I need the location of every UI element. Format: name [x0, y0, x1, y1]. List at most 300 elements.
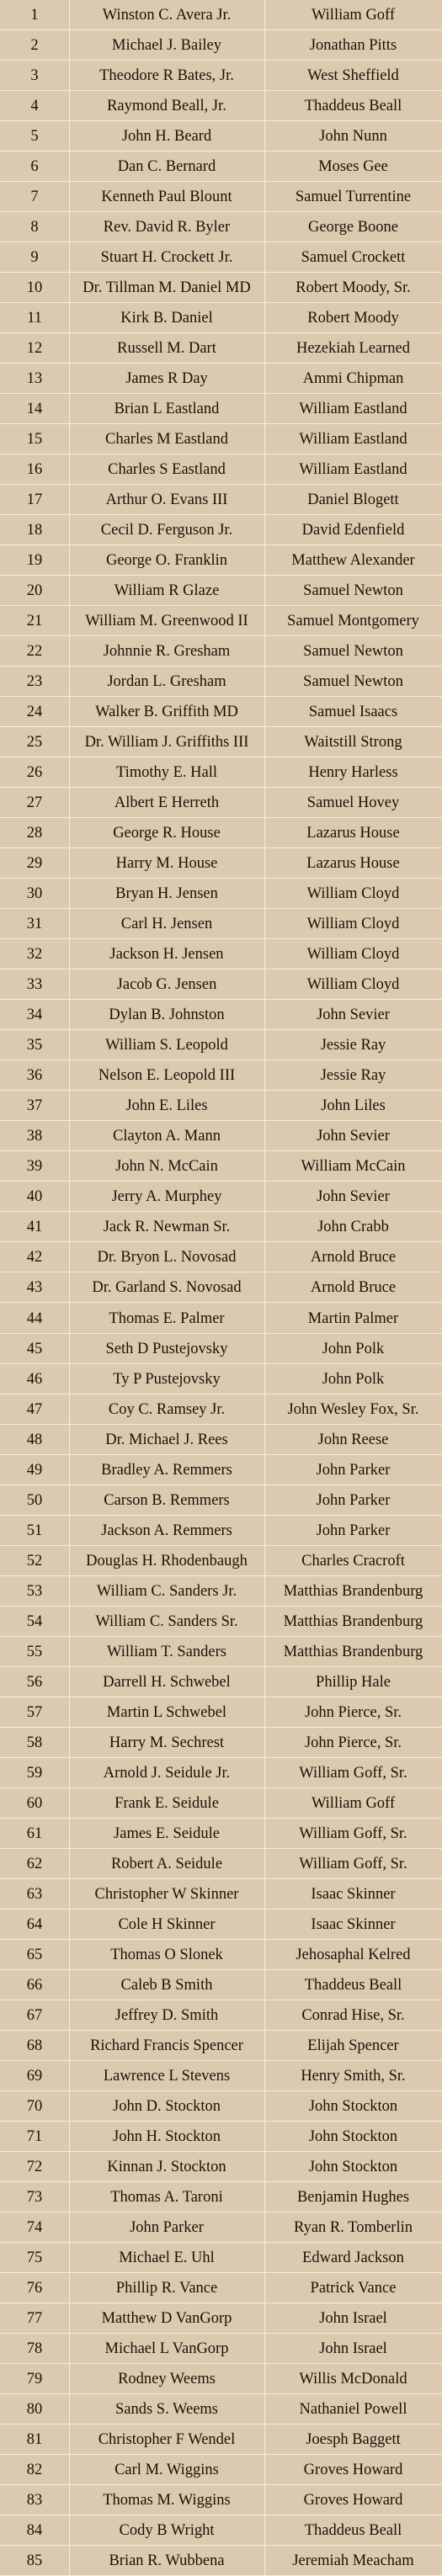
ancestor-name: Isaac Skinner [311, 1915, 396, 1933]
row-number: 85 [26, 2552, 43, 2569]
ancestor-name: Groves Howard [303, 2491, 403, 2509]
row-number: 12 [26, 340, 43, 358]
ancestor-name: Thaddeus Beall [304, 1976, 402, 1994]
ancestor-name: William Cloyd [306, 946, 400, 964]
member-name: Michael J. Bailey [112, 37, 221, 54]
table-row [0, 1242, 442, 1272]
table-row [0, 2334, 442, 2364]
table-row [0, 0, 442, 30]
table-row [0, 2455, 442, 2485]
row-number: 26 [26, 764, 43, 782]
member-name: John E. Liles [125, 1097, 208, 1115]
ancestor-name: Henry Harless [308, 764, 398, 782]
member-name: James E. Seidule [114, 1824, 220, 1842]
row-number: 24 [26, 704, 43, 721]
table-row [0, 303, 442, 333]
row-number: 48 [26, 1431, 43, 1448]
table-row [0, 697, 442, 727]
member-name: Nelson E. Leopold III [98, 1067, 236, 1085]
row-number: 39 [26, 1158, 43, 1176]
ancestor-name: William Goff, Sr. [299, 1764, 407, 1782]
ancestor-name: William Cloyd [306, 976, 400, 994]
table-row [0, 1060, 442, 1091]
ancestor-name: Hezekiah Learned [296, 340, 411, 358]
row-number: 20 [26, 582, 43, 600]
table-row [0, 545, 442, 576]
table-row [0, 333, 442, 364]
table-row [0, 1516, 442, 1546]
row-number: 72 [26, 2158, 43, 2175]
member-name: Johnnie R. Gresham [103, 643, 231, 661]
ancestor-name: Samuel Newton [303, 582, 403, 600]
row-number: 60 [26, 1794, 43, 1812]
ancestor-name: John Nunn [319, 128, 387, 146]
row-number: 22 [26, 643, 43, 661]
member-name: Winston C. Avera Jr. [102, 7, 232, 24]
table-row [0, 2031, 442, 2061]
ancestor-name: Willis McDonald [299, 2370, 407, 2387]
table-row [0, 1334, 442, 1364]
member-name: Caleb B Smith [120, 1976, 213, 1994]
row-number: 65 [26, 1946, 43, 1963]
row-number: 25 [26, 734, 43, 752]
ancestor-name: John Sevier [317, 1006, 390, 1024]
member-name: Cole H Skinner [118, 1915, 216, 1933]
table-row [0, 2243, 442, 2273]
ancestor-name: Nathaniel Powell [299, 2400, 407, 2418]
row-number: 17 [26, 491, 43, 509]
ancestor-name: Matthias Brandenburg [283, 1612, 423, 1630]
table-row [0, 151, 442, 182]
row-number: 51 [26, 1522, 43, 1539]
ancestor-name: John Liles [321, 1097, 386, 1115]
member-name: Martin L Schwebel [106, 1703, 227, 1721]
row-number: 79 [26, 2370, 43, 2387]
member-name: Brian R. Wubbena [109, 2552, 225, 2569]
member-name: William C. Sanders Sr. [95, 1612, 238, 1630]
ancestor-name: Benjamin Hughes [296, 2188, 410, 2206]
ancestor-name: George Boone [307, 219, 399, 236]
row-number: 62 [26, 1855, 43, 1872]
member-name: Cody B Wright [119, 2521, 215, 2539]
member-name: William S. Leopold [105, 1037, 228, 1054]
row-number: 7 [30, 189, 39, 206]
table-row [0, 424, 442, 454]
ancestor-name: Robert Moody [307, 310, 399, 327]
row-number: 55 [26, 1643, 43, 1660]
row-number: 9 [30, 249, 39, 267]
ancestor-name: Samuel Isaacs [308, 704, 398, 721]
row-number: 38 [26, 1128, 43, 1145]
ancestor-name: Robert Moody, Sr. [296, 279, 411, 297]
member-name: Dr. Michael J. Rees [105, 1431, 228, 1448]
table-row [0, 1485, 442, 1516]
member-name: Stuart H. Crockett Jr. [100, 249, 233, 267]
ancestor-name: John Pierce, Sr. [304, 1703, 402, 1721]
ancestor-name: Jehosaphal Kelred [296, 1946, 411, 1963]
member-name: Seth D Pustejovsky [105, 1340, 228, 1357]
row-number: 52 [26, 1552, 43, 1570]
member-name: Charles S Eastland [108, 461, 226, 479]
row-number: 5 [30, 128, 39, 146]
table-row [0, 1425, 442, 1455]
table-row [0, 242, 442, 273]
row-number: 15 [26, 431, 43, 449]
ancestor-name: John Sevier [317, 1128, 390, 1145]
ancestor-name: Edward Jackson [302, 2249, 404, 2266]
member-name: Carson B. Remmers [104, 1491, 230, 1509]
row-number: 57 [26, 1703, 43, 1721]
table-row [0, 1000, 442, 1030]
row-number: 3 [30, 67, 39, 85]
row-number: 78 [26, 2340, 43, 2357]
table-row [0, 1758, 442, 1788]
ancestor-name: Matthew Alexander [291, 552, 415, 570]
ancestor-name: Thaddeus Beall [304, 98, 402, 115]
table-row [0, 515, 442, 545]
table-row [0, 1819, 442, 1849]
ancestor-name: William Goff, Sr. [299, 1855, 407, 1872]
row-number: 37 [26, 1097, 43, 1115]
table-row [0, 636, 442, 667]
ancestor-name: Arnold Bruce [310, 1279, 397, 1297]
row-number: 45 [26, 1340, 43, 1357]
table-row [0, 30, 442, 61]
row-number: 34 [26, 1006, 43, 1024]
table-row [0, 182, 442, 212]
row-number: 6 [30, 158, 39, 176]
ancestor-name: Charles Cracroft [301, 1552, 405, 1570]
row-number: 83 [26, 2491, 43, 2509]
table-row [0, 1940, 442, 1970]
table-row [0, 848, 442, 879]
member-name: Russell M. Dart [117, 340, 216, 358]
member-name: Jordan L. Gresham [107, 673, 226, 691]
table-row [0, 2273, 442, 2303]
row-number: 30 [26, 885, 43, 903]
ancestor-name: John Parker [316, 1461, 391, 1479]
table-row [0, 212, 442, 242]
ancestor-name: Thaddeus Beall [304, 2521, 402, 2539]
ancestor-name: John Parker [316, 1522, 391, 1539]
member-name: William R Glaze [114, 582, 220, 600]
row-number: 1 [30, 7, 39, 24]
table-row [0, 2152, 442, 2182]
table-row [0, 61, 442, 91]
ancestor-name: John Stockton [308, 2097, 398, 2115]
ancestor-name: William McCain [301, 1158, 406, 1176]
table-row [0, 788, 442, 818]
member-name: Arnold J. Seidule Jr. [103, 1764, 231, 1782]
table-row [0, 576, 442, 606]
table-row [0, 879, 442, 909]
row-number: 19 [26, 552, 43, 570]
ancestor-name: Samuel Hovey [306, 794, 400, 812]
ancestor-name: Ammi Chipman [302, 370, 404, 388]
table-row [0, 2000, 442, 2031]
ancestor-name: Jonathan Pitts [309, 37, 397, 54]
table-row [0, 606, 442, 636]
ancestor-name: John Stockton [308, 2158, 398, 2175]
row-number: 68 [26, 2037, 43, 2054]
row-number: 33 [26, 976, 43, 994]
ancestor-name: William Cloyd [306, 885, 400, 903]
row-number: 84 [26, 2521, 43, 2539]
row-number: 74 [26, 2218, 43, 2236]
ancestor-name: Jessie Ray [320, 1067, 386, 1085]
member-name: Darrell H. Schwebel [103, 1673, 231, 1691]
member-name: John H. Beard [121, 128, 212, 146]
table-row [0, 1637, 442, 1667]
table-row [0, 485, 442, 515]
member-name: Dan C. Bernard [117, 158, 216, 176]
table-row [0, 364, 442, 394]
ancestor-name: West Sheffield [307, 67, 399, 85]
member-name: Matthew D VanGorp [101, 2309, 232, 2327]
member-name: Jacob G. Jensen [116, 976, 217, 994]
row-number: 13 [26, 370, 43, 388]
member-name: Thomas O Slonek [110, 1946, 223, 1963]
row-number: 31 [26, 916, 43, 933]
ancestor-name: Samuel Turrentine [295, 189, 412, 206]
ancestor-name: John Wesley Fox, Sr. [287, 1400, 419, 1418]
table-row [0, 1182, 442, 1212]
member-name: William C. Sanders Jr. [96, 1582, 237, 1600]
table-row [0, 1970, 442, 2000]
table-row [0, 91, 442, 121]
ancestor-name: John Israel [319, 2309, 387, 2327]
ancestor-name: John Stockton [308, 2127, 398, 2145]
row-number: 41 [26, 1219, 43, 1236]
row-number: 54 [26, 1612, 43, 1630]
ancestor-name: John Polk [322, 1370, 385, 1388]
ancestor-name: William Eastland [299, 461, 407, 479]
row-number: 11 [27, 310, 42, 327]
member-name: George O. Franklin [105, 552, 228, 570]
row-number: 44 [26, 1309, 43, 1327]
row-number: 27 [26, 794, 43, 812]
member-name: Brian L Eastland [114, 401, 220, 418]
table-row [0, 1304, 442, 1334]
row-number: 42 [26, 1249, 43, 1267]
ancestor-name: Samuel Newton [303, 673, 403, 691]
row-number: 50 [26, 1491, 43, 1509]
table-row [0, 2122, 442, 2152]
member-name: Albert E Herreth [114, 794, 220, 812]
member-name: Dr. Garland S. Novosad [92, 1279, 242, 1297]
ancestor-name: William Eastland [299, 431, 407, 449]
member-name: Rev. David R. Byler [103, 219, 231, 236]
member-name: Kenneth Paul Blount [101, 189, 232, 206]
row-number: 59 [26, 1764, 43, 1782]
ancestor-name: Moses Gee [318, 158, 388, 176]
ancestor-name: Daniel Blogett [307, 491, 399, 509]
member-name: Carl H. Jensen [120, 916, 213, 933]
member-name: Jeffrey D. Smith [114, 2006, 219, 2024]
member-name: Kirk B. Daniel [120, 310, 213, 327]
table-row [0, 1607, 442, 1637]
table-row [0, 1728, 442, 1758]
row-number: 10 [26, 279, 43, 297]
member-name: Dr. Tillman M. Daniel MD [83, 279, 251, 297]
table-row [0, 1879, 442, 1909]
ancestor-name: John Pierce, Sr. [304, 1734, 402, 1751]
member-name: Charles M Eastland [105, 431, 228, 449]
member-name: Raymond Beall, Jr. [107, 98, 226, 115]
member-name: John N. McCain [115, 1158, 218, 1176]
ancestor-name: John Israel [319, 2340, 387, 2357]
member-name: Jackson H. Jensen [109, 946, 224, 964]
ancestor-name: Joesph Baggett [306, 2430, 401, 2448]
row-number: 66 [26, 1976, 43, 1994]
table-row [0, 1849, 442, 1879]
ancestor-name: John Sevier [317, 1188, 390, 1206]
member-name: Michael E. Uhl [119, 2249, 215, 2266]
ancestor-name: Matthias Brandenburg [283, 1643, 423, 1660]
table-row [0, 2061, 442, 2091]
row-number: 4 [30, 98, 39, 115]
table-row [0, 1455, 442, 1485]
member-name: Frank E. Seidule [114, 1794, 219, 1812]
member-name: Harry M. Sechrest [109, 1734, 225, 1751]
member-name: Kinnan J. Stockton [107, 2158, 226, 2175]
row-number: 76 [26, 2279, 43, 2297]
member-name: Phillip R. Vance [115, 2279, 218, 2297]
row-number: 35 [26, 1037, 43, 1054]
table-row [0, 2091, 442, 2122]
table-row [0, 2485, 442, 2515]
ancestor-name: Samuel Newton [303, 643, 403, 661]
member-name: Coy C. Ramsey Jr. [108, 1400, 226, 1418]
table-row [0, 1091, 442, 1121]
ancestor-name: William Goff [311, 1794, 396, 1812]
member-name: Walker B. Griffith MD [95, 704, 238, 721]
table-row [0, 1272, 442, 1303]
table-row [0, 2515, 442, 2546]
table-row [0, 1576, 442, 1607]
member-name: Dylan B. Johnston [109, 1006, 225, 1024]
table-row [0, 121, 442, 151]
member-name: Michael L VanGorp [104, 2340, 229, 2357]
member-name: Sands S. Weems [114, 2400, 219, 2418]
row-number: 69 [26, 2067, 43, 2085]
ancestor-name: Henry Smith, Sr. [301, 2067, 406, 2085]
ancestor-name: Samuel Montgomery [287, 613, 419, 630]
row-number: 64 [26, 1915, 43, 1933]
row-number: 36 [26, 1067, 43, 1085]
ancestor-name: John Parker [316, 1491, 391, 1509]
row-number: 47 [26, 1400, 43, 1418]
table-row [0, 2212, 442, 2243]
row-number: 21 [26, 613, 43, 630]
row-number: 16 [26, 461, 43, 479]
ancestor-name: Lazarus House [306, 825, 400, 842]
row-number: 73 [26, 2188, 43, 2206]
ancestor-name: Matthias Brandenburg [283, 1582, 423, 1600]
member-name: Carl M. Wiggins [114, 2461, 219, 2478]
member-name: William M. Greenwood II [85, 613, 248, 630]
table-row [0, 1151, 442, 1182]
member-name: James R Day [125, 370, 208, 388]
row-number: 14 [26, 401, 43, 418]
member-name: Rodney Weems [118, 2370, 216, 2387]
table-row [0, 2364, 442, 2394]
row-number: 43 [26, 1279, 43, 1297]
member-name: Theodore R Bates, Jr. [99, 67, 234, 85]
ancestor-name: Ryan R. Tomberlin [294, 2218, 413, 2236]
table-row [0, 969, 442, 1000]
ancestor-name: Elijah Spencer [307, 2037, 399, 2054]
table-row [0, 1121, 442, 1151]
member-name: Jackson A. Remmers [101, 1522, 232, 1539]
row-number: 63 [26, 1885, 43, 1903]
row-number: 29 [26, 855, 43, 873]
row-number: 8 [30, 219, 39, 236]
table-row [0, 394, 442, 424]
table-row [0, 1788, 442, 1819]
member-name: John D. Stockton [113, 2097, 221, 2115]
row-number: 56 [26, 1673, 43, 1691]
table-row [0, 727, 442, 757]
member-name: John H. Stockton [113, 2127, 221, 2145]
member-name: Christopher W Skinner [94, 1885, 239, 1903]
member-name: Harry M. House [115, 855, 218, 873]
member-name: Thomas A. Taroni [110, 2188, 223, 2206]
member-name: Christopher F Wendel [98, 2430, 236, 2448]
row-number: 53 [26, 1582, 43, 1600]
ancestor-name: Arnold Bruce [310, 1249, 397, 1267]
table-row [0, 273, 442, 303]
member-name: William T. Sanders [107, 1643, 226, 1660]
member-name: Cecil D. Ferguson Jr. [100, 522, 233, 539]
row-number: 81 [26, 2430, 43, 2448]
table-row [0, 1030, 442, 1060]
ancestor-name: Isaac Skinner [311, 1885, 396, 1903]
member-name: George R. House [113, 825, 221, 842]
table-row [0, 2394, 442, 2425]
ancestor-name: William Goff, Sr. [299, 1824, 407, 1842]
row-number: 2 [30, 37, 39, 54]
row-number: 46 [26, 1370, 43, 1388]
ancestor-name: Samuel Crockett [301, 249, 406, 267]
row-number: 70 [26, 2097, 43, 2115]
table-row [0, 2425, 442, 2455]
table-row [0, 1697, 442, 1728]
row-number: 61 [26, 1824, 43, 1842]
table-row [0, 939, 442, 969]
member-name: John Parker [130, 2218, 204, 2236]
ancestor-name: Jeremiah Meacham [292, 2552, 414, 2569]
row-number: 28 [26, 825, 43, 842]
row-number: 58 [26, 1734, 43, 1751]
ancestor-name: Phillip Hale [316, 1673, 391, 1691]
ancestor-name: Waitstill Strong [304, 734, 402, 752]
row-number: 40 [26, 1188, 43, 1206]
table-row [0, 2182, 442, 2212]
row-number: 77 [26, 2309, 43, 2327]
ancestor-name: Jessie Ray [320, 1037, 386, 1054]
member-name: Ty P Pustejovsky [113, 1370, 221, 1388]
member-name: Dr. William J. Griffiths III [84, 734, 249, 752]
table-row [0, 2303, 442, 2334]
row-number: 49 [26, 1461, 43, 1479]
row-number: 23 [26, 673, 43, 691]
ancestor-name: William Cloyd [306, 916, 400, 933]
table-row [0, 1667, 442, 1697]
member-name: Timothy E. Hall [115, 764, 218, 782]
table-row [0, 1364, 442, 1394]
row-number: 80 [26, 2400, 43, 2418]
